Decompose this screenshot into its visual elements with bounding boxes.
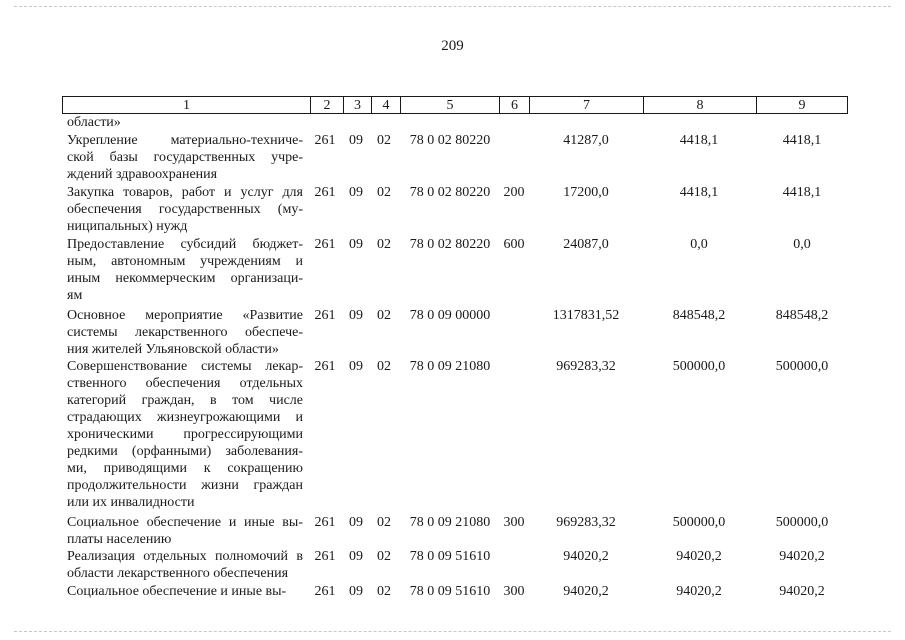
row-code-target-article: 78 0 09 51610 — [409, 549, 491, 564]
description-line: ми, приводящими к сокращению — [67, 461, 303, 476]
row-code-subsection: 02 — [377, 549, 391, 564]
row-code-chapter: 261 — [314, 549, 336, 564]
description-line: ственного обеспечения отдельных — [67, 376, 303, 391]
row-code-section: 09 — [349, 515, 363, 530]
row-amount-col8: 4418,1 — [679, 185, 719, 200]
row-code-subsection: 02 — [377, 515, 391, 530]
description-line: редкими (орфанными) заболевания- — [67, 444, 303, 459]
header-col-4: 4 — [371, 96, 401, 114]
row-code-target-article: 78 0 09 21080 — [409, 515, 491, 530]
description-line: ниципальных) нужд — [67, 219, 188, 234]
description-line: страдающих жизнеугрожающими и — [67, 410, 303, 425]
row-code-section: 09 — [349, 359, 363, 374]
row-code-target-article: 78 0 02 80220 — [409, 237, 491, 252]
header-col-6: 6 — [499, 96, 530, 114]
row-amount-col7: 1317831,52 — [552, 308, 620, 323]
row-amount-col9: 4418,1 — [782, 185, 822, 200]
row-amount-col7: 969283,32 — [556, 515, 616, 530]
header-col-2: 2 — [310, 96, 344, 114]
description-line: ным, автономным учреждениям и — [67, 254, 303, 269]
row-code-target-article: 78 0 09 21080 — [409, 359, 491, 374]
row-code-chapter: 261 — [314, 584, 336, 599]
header-col-3: 3 — [343, 96, 372, 114]
header-col-9: 9 — [756, 96, 848, 114]
row-amount-col7: 41287,0 — [563, 133, 609, 148]
description-line: системы лекарственного обеспече- — [67, 325, 303, 340]
row-code-target-article: 78 0 09 51610 — [409, 584, 491, 599]
row-code-expense-type: 300 — [503, 515, 525, 530]
row-code-subsection: 02 — [377, 359, 391, 374]
page-number: 209 — [441, 38, 464, 54]
header-col-5: 5 — [400, 96, 500, 114]
row-amount-col7: 24087,0 — [563, 237, 609, 252]
row-code-target-article: 78 0 09 00000 — [409, 308, 491, 323]
row-amount-col9: 500000,0 — [775, 359, 829, 374]
description-line: Реализация отдельных полномочий в — [67, 549, 303, 564]
description-line: Укрепление материально-техниче- — [67, 133, 303, 148]
row-amount-col7: 94020,2 — [563, 549, 609, 564]
row-amount-col9: 4418,1 — [782, 133, 822, 148]
row-code-chapter: 261 — [314, 515, 336, 530]
row-amount-col9: 848548,2 — [775, 308, 829, 323]
row-code-subsection: 02 — [377, 185, 391, 200]
row-code-section: 09 — [349, 584, 363, 599]
row-description — [67, 184, 303, 235]
description-line: хроническими прогрессирующими — [67, 427, 303, 442]
description-line: Совершенствование системы лекар- — [67, 359, 303, 374]
row-description — [67, 514, 303, 548]
description-line: платы населению — [67, 532, 172, 547]
description-line: обеспечения государственных (му- — [67, 202, 303, 217]
description-line: Социальное обеспечение и иные вы- — [67, 584, 287, 599]
description-line: ния жителей Ульяновской области» — [67, 342, 279, 357]
description-line: Закупка товаров, работ и услуг для — [67, 185, 303, 200]
row-amount-col9: 500000,0 — [775, 515, 829, 530]
description-line: ждений здравоохранения — [67, 167, 218, 182]
row-amount-col8: 94020,2 — [676, 549, 722, 564]
row-code-subsection: 02 — [377, 584, 391, 599]
row-description — [67, 548, 303, 582]
description-line: Предоставление субсидий бюджет- — [67, 237, 303, 252]
row-code-subsection: 02 — [377, 237, 391, 252]
row-code-chapter: 261 — [314, 237, 336, 252]
description-line: Социальное обеспечение и иные вы- — [67, 515, 303, 530]
row-code-chapter: 261 — [314, 185, 336, 200]
row-description — [67, 358, 303, 511]
row-amount-col8: 500000,0 — [672, 359, 726, 374]
description-line: иным некоммерческим организаци- — [67, 271, 303, 286]
row-description — [67, 132, 303, 183]
row-description — [67, 236, 303, 304]
header-col-7: 7 — [529, 96, 644, 114]
page-border-top — [14, 6, 891, 7]
row-code-chapter: 261 — [314, 308, 336, 323]
row-description — [67, 583, 303, 600]
row-code-subsection: 02 — [377, 308, 391, 323]
row-code-section: 09 — [349, 185, 363, 200]
description-line: продолжительности жизни граждан — [67, 478, 303, 493]
row-code-expense-type: 200 — [503, 185, 525, 200]
row-amount-col9: 0,0 — [793, 237, 811, 252]
description-line: или их инвалидности — [67, 495, 195, 510]
page-border-bottom — [14, 631, 891, 632]
row-code-chapter: 261 — [314, 133, 336, 148]
row-description — [67, 307, 303, 358]
description-line: области лекарственного обеспечения — [67, 566, 289, 581]
row-amount-col8: 848548,2 — [672, 308, 726, 323]
row-code-subsection: 02 — [377, 133, 391, 148]
row-code-section: 09 — [349, 237, 363, 252]
row-amount-col9: 94020,2 — [779, 549, 825, 564]
row-code-expense-type: 300 — [503, 584, 525, 599]
row-code-target-article: 78 0 02 80220 — [409, 133, 491, 148]
description-line: категорий граждан, в том числе — [67, 393, 303, 408]
row-code-expense-type: 600 — [503, 237, 525, 252]
row-code-section: 09 — [349, 549, 363, 564]
row-amount-col8: 500000,0 — [672, 515, 726, 530]
row-amount-col9: 94020,2 — [779, 584, 825, 599]
row-amount-col8: 94020,2 — [676, 584, 722, 599]
continuation-text: области» — [67, 115, 121, 130]
row-amount-col7: 17200,0 — [563, 185, 609, 200]
row-amount-col8: 4418,1 — [679, 133, 719, 148]
description-line: ской базы государственных учре- — [67, 150, 303, 165]
header-col-8: 8 — [643, 96, 757, 114]
description-line: ям — [67, 288, 83, 303]
row-amount-col8: 0,0 — [690, 237, 708, 252]
row-code-section: 09 — [349, 308, 363, 323]
row-code-section: 09 — [349, 133, 363, 148]
row-code-target-article: 78 0 02 80220 — [409, 185, 491, 200]
description-line: Основное мероприятие «Развитие — [67, 308, 303, 323]
header-col-1: 1 — [62, 96, 311, 114]
row-code-chapter: 261 — [314, 359, 336, 374]
row-amount-col7: 94020,2 — [563, 584, 609, 599]
row-amount-col7: 969283,32 — [556, 359, 616, 374]
